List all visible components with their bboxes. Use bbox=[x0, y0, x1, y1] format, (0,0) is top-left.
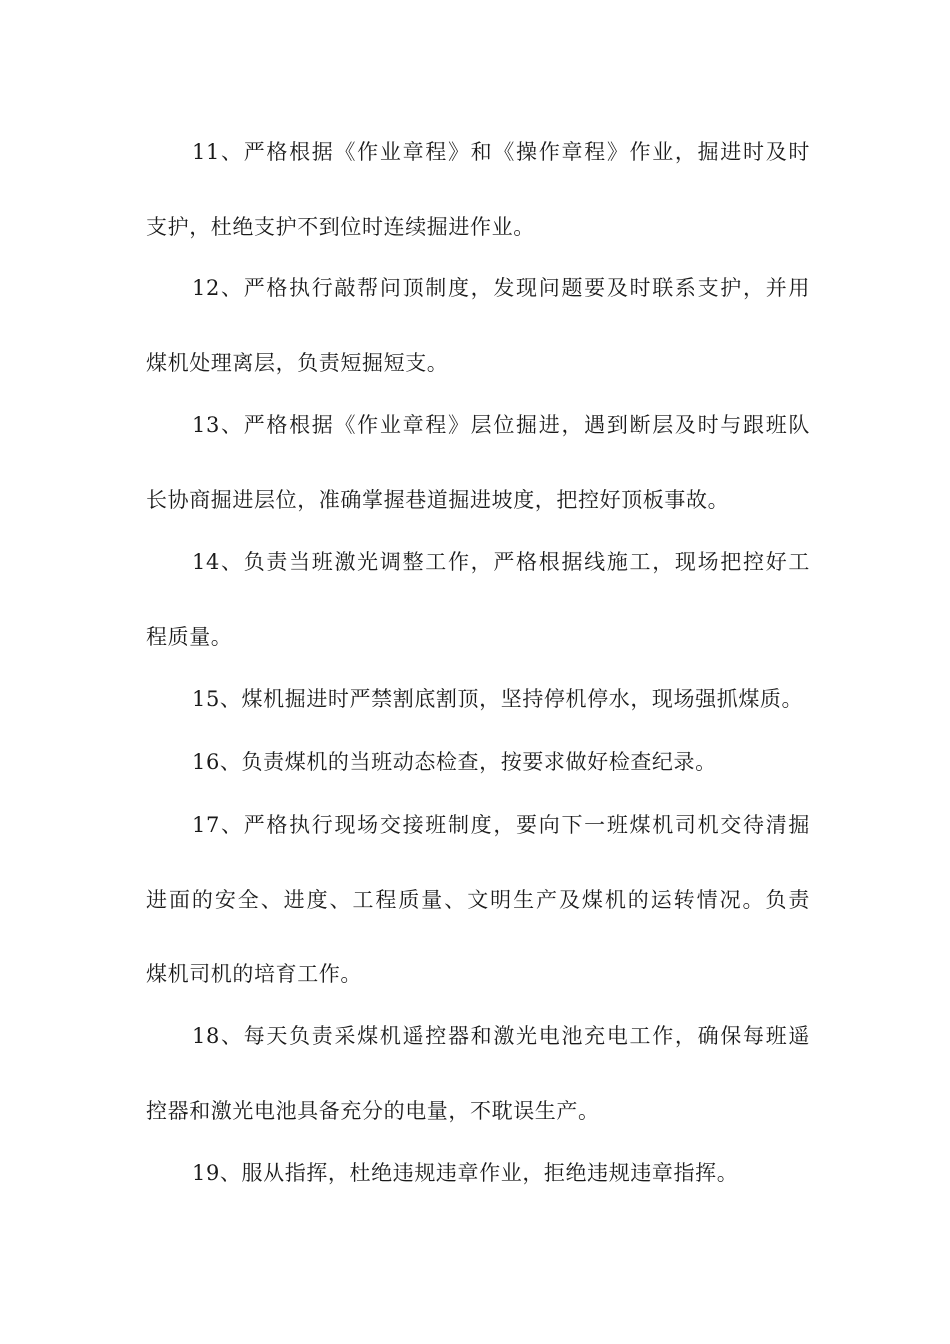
paragraph-17-line-2: 进面的安全、进度、工程质量、文明生产及煤机的运转情况。负责 bbox=[146, 888, 810, 912]
paragraph-12-line-1: 12、严格执行敲帮问顶制度，发现问题要及时联系支护，并用 bbox=[192, 276, 810, 300]
paragraph-15-line-1: 15、煤机掘进时严禁割底割顶，坚持停机停水，现场强抓煤质。 bbox=[192, 687, 804, 711]
paragraph-16-line-1: 16、负责煤机的当班动态检查，按要求做好检查纪录。 bbox=[192, 750, 717, 774]
paragraph-14-line-2: 程质量。 bbox=[146, 625, 233, 649]
paragraph-11-line-2: 支护，杜绝支护不到位时连续掘进作业。 bbox=[146, 215, 535, 239]
paragraph-17-line-1: 17、严格执行现场交接班制度，要向下一班煤机司机交待清掘 bbox=[192, 813, 810, 837]
paragraph-18-line-2: 控器和激光电池具备充分的电量，不耽误生产。 bbox=[146, 1099, 600, 1123]
paragraph-17-line-3: 煤机司机的培育工作。 bbox=[146, 962, 362, 986]
paragraph-14-line-1: 14、负责当班激光调整工作，严格根据线施工，现场把控好工 bbox=[192, 550, 810, 574]
paragraph-13-line-1: 13、严格根据《作业章程》层位掘进，遇到断层及时与跟班队 bbox=[192, 413, 810, 437]
paragraph-19-line-1: 19、服从指挥，杜绝违规违章作业，拒绝违规违章指挥。 bbox=[192, 1161, 739, 1185]
paragraph-18-line-1: 18、每天负责采煤机遥控器和激光电池充电工作，确保每班遥 bbox=[192, 1024, 810, 1048]
paragraph-11-line-1: 11、严格根据《作业章程》和《操作章程》作业，掘进时及时 bbox=[192, 140, 810, 164]
paragraph-12-line-2: 煤机处理离层，负责短掘短支。 bbox=[146, 351, 449, 375]
paragraph-13-line-2: 长协商掘进层位，准确掌握巷道掘进坡度，把控好顶板事故。 bbox=[146, 488, 730, 512]
